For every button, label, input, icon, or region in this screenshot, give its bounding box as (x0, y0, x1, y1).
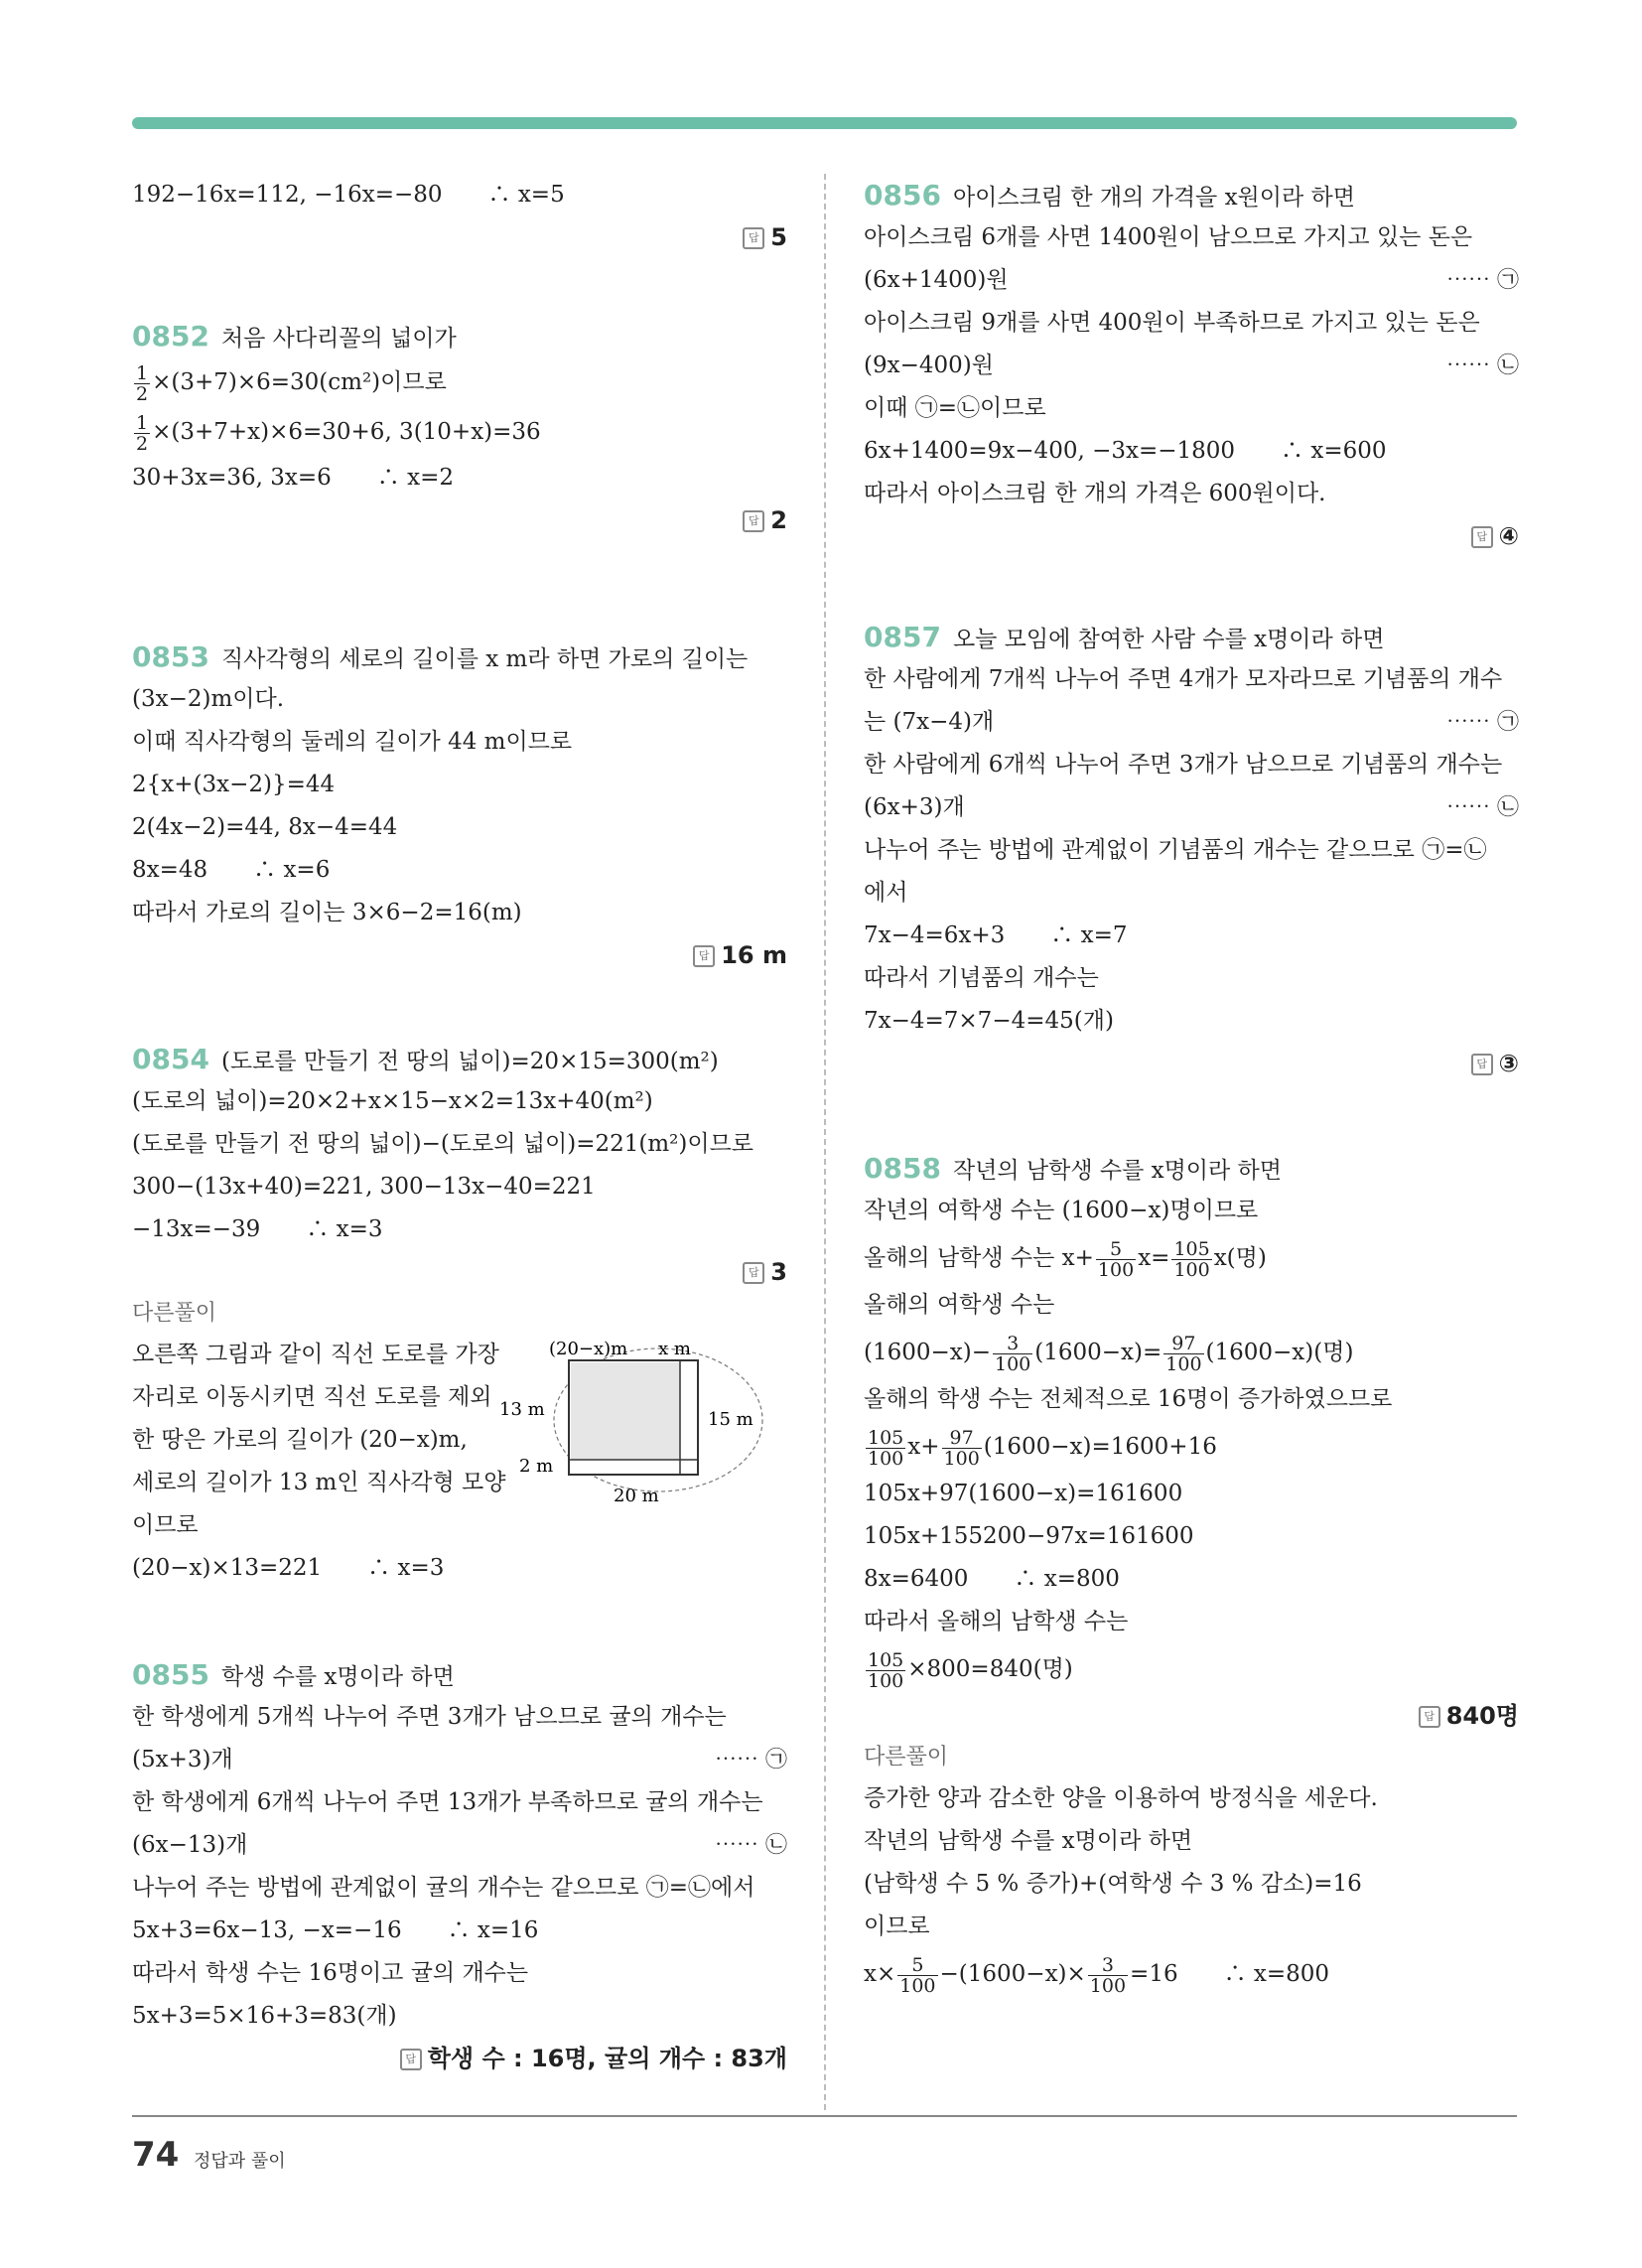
solution-line-fraction: $\frac{105}{100}$ ×800=840(명) (868, 1648, 1073, 1692)
solution-0857 (864, 616, 1519, 1085)
footer-rule (132, 2115, 1517, 2117)
solution-line: 나누어 주는 방법에 관계없이 기념품의 개수는 같으므로 ㉠=㉡ (864, 837, 1487, 863)
solution-line-fraction: (1600−x)− $\frac{3}{100}$ (1600−x)= $\frac{97}{100}$ (1600−x)(명) (864, 1332, 1354, 1375)
solution-line: 5x+3=5×16+3=83(개) (132, 2003, 397, 2029)
problem-intro: 처음 사다리꼴의 넓이가 (220, 326, 457, 352)
problem-number: 0857 (864, 621, 941, 653)
solution-line: 올해의 여학생 수는 (864, 1292, 1055, 1318)
solution-line: 105x+155200−97x=161600 (864, 1523, 1194, 1549)
answer-value: 5 (770, 223, 787, 251)
answer-icon: 답 (1471, 526, 1493, 548)
solution-line: (5x+3)개 (132, 1747, 233, 1772)
solution-line: 7x−4=6x+3 ∴ x=7 (864, 922, 1128, 948)
answer-line: 답 2 (132, 499, 787, 542)
solution-line: 따라서 가로의 길이는 3×6−2=16(m) (132, 900, 522, 925)
alt-solution-line: 오른쪽 그림과 같이 직선 도로를 가장 (132, 1342, 499, 1367)
solution-line: 2(4x−2)=44, 8x−4=44 (132, 814, 398, 840)
solution-0851-tail (132, 174, 787, 259)
alternative-solution-label: 다른풀이 (864, 1745, 949, 1770)
solution-0855 (132, 1653, 787, 2080)
solution-0853 (132, 636, 787, 977)
marker-a: ⋯⋯ ㉠ (1446, 710, 1519, 735)
problem-number: 0852 (132, 320, 209, 353)
solution-0856 (864, 174, 1519, 558)
solution-line: 는 (7x−4)개 (864, 709, 995, 735)
answer-icon: 답 (743, 227, 764, 249)
solution-line: (9x−400)원 (864, 353, 994, 378)
answer-icon: 답 (1471, 1054, 1493, 1075)
column-divider (824, 174, 826, 2110)
solution-line: (6x−13)개 (132, 1832, 248, 1858)
alt-solution-line: (남학생 수 5 % 증가)+(여학생 수 3 % 감소)=16 (864, 1871, 1362, 1897)
solution-line: 2{x+(3x−2)}=44 (132, 772, 336, 797)
marker-b: ⋯⋯ ㉡ (1446, 354, 1519, 378)
answer-line: 답 ③ (864, 1043, 1519, 1085)
solution-line: 올해의 학생 수는 전체적으로 16명이 증가하였으므로 (864, 1386, 1393, 1412)
solution-0858 (864, 1147, 1519, 2000)
alt-solution-line: 증가한 양과 감소한 양을 이용하여 방정식을 세운다. (864, 1785, 1378, 1811)
remaining-land (571, 1362, 680, 1460)
alt-solution-line: (20−x)×13=221 ∴ x=3 (132, 1555, 445, 1581)
solution-line: 7x−4=7×7−4=45(개) (864, 1008, 1114, 1034)
answer-line: 답 16 m (132, 934, 787, 977)
solution-line: 300−(13x+40)=221, 300−13x−40=221 (132, 1174, 596, 1200)
label-right: 15 m (708, 1409, 753, 1430)
road-diagram (499, 1339, 772, 1509)
solution-line: 따라서 아이스크림 한 개의 가격은 600원이다. (864, 481, 1326, 506)
solution-line: 이때 직사각형의 둘레의 길이가 44 m이므로 (132, 729, 573, 755)
answer-icon: 답 (743, 510, 764, 532)
problem-number: 0858 (864, 1152, 941, 1185)
marker-a: ⋯⋯ ㉠ (715, 1748, 787, 1772)
solution-line: −13x=−39 ∴ x=3 (132, 1216, 383, 1242)
answer-line: 답 ④ (864, 515, 1519, 558)
solution-line: 나누어 주는 방법에 관계없이 귤의 개수는 같으므로 ㉠=㉡에서 (132, 1875, 755, 1901)
solution-line: 에서 (864, 880, 908, 906)
problem-intro: 아이스크림 한 개의 가격을 x원이라 하면 (952, 185, 1355, 211)
problem-intro: 오늘 모임에 참여한 사람 수를 x명이라 하면 (952, 627, 1385, 652)
page-number: 74 (132, 2135, 180, 2175)
alternative-solution-label: 다른풀이 (132, 1301, 217, 1326)
answer-icon: 답 (743, 1262, 764, 1284)
answer-line: 답 3 (132, 1251, 787, 1294)
equation-line: ×(3+7+x)×6=30+6, 3(10+x)=36 (152, 419, 541, 445)
problem-number: 0853 (132, 640, 209, 673)
solution-line: 아이스크림 6개를 사면 1400원이 남으므로 가지고 있는 돈은 (864, 224, 1473, 250)
equation-line: 192−16x=112, −16x=−80 ∴ x=5 (132, 182, 565, 208)
solution-line: 6x+1400=9x−400, −3x=−1800 ∴ x=600 (864, 438, 1387, 464)
marker-b: ⋯⋯ ㉡ (1446, 795, 1519, 820)
top-decoration-bar (132, 117, 1517, 129)
problem-intro: 작년의 남학생 수를 x명이라 하면 (952, 1158, 1282, 1184)
solution-line: (3x−2)m이다. (132, 686, 285, 712)
solution-line: 작년의 여학생 수는 (1600−x)명이므로 (864, 1198, 1259, 1223)
solution-0852 (132, 315, 787, 542)
problem-number: 0856 (864, 179, 941, 212)
solution-line: 한 학생에게 5개씩 나누어 주면 3개가 남으므로 귤의 개수는 (132, 1704, 727, 1730)
solution-line: 따라서 기념품의 개수는 (864, 965, 1099, 991)
answer-line (132, 216, 787, 259)
solution-line: (도로의 넓이)=20×2+x×15−x×2=13x+40(m²) (132, 1088, 653, 1114)
answer-line: 답 학생 수 : 16명, 귤의 개수 : 83개 (132, 2038, 787, 2080)
answer-icon: 답 (1419, 1706, 1440, 1728)
answer-icon: 답 (693, 945, 715, 967)
equation-line: ×(3+7)×6=30(cm²)이므로 (152, 369, 447, 395)
marker-b: ⋯⋯ ㉡ (715, 1833, 787, 1858)
marker-a: ⋯⋯ ㉠ (1446, 268, 1519, 293)
equation-line: 30+3x=36, 3x=6 ∴ x=2 (132, 465, 454, 491)
label-left: 13 m (499, 1399, 545, 1420)
solution-line: (도로를 만들기 전 땅의 넓이)−(도로의 넓이)=221(m²)이므로 (132, 1131, 754, 1157)
solution-line: 따라서 학생 수는 16명이고 귤의 개수는 (132, 1960, 529, 1986)
alt-solution-line: 작년의 남학생 수를 x명이라 하면 (864, 1828, 1193, 1854)
alt-solution-line: 세로의 길이가 13 m인 직사각형 모양 (132, 1470, 506, 1495)
solution-line: 아이스크림 9개를 사면 400원이 부족하므로 가지고 있는 돈은 (864, 310, 1480, 336)
label-bottom-left: 2 m (519, 1456, 554, 1477)
solution-line-fraction: $\frac{105}{100}$ x+ $\frac{97}{100}$ (1600−x)=1600+16 (868, 1426, 1217, 1470)
alt-solution-line: 자리로 이동시키면 직선 도로를 제외 (132, 1384, 492, 1410)
solution-line: (6x+3)개 (864, 794, 965, 820)
solution-line: 5x+3=6x−13, −x=−16 ∴ x=16 (132, 1917, 539, 1943)
alt-solution-line: 이므로 (132, 1512, 199, 1538)
page-section-label: 정답과 풀이 (194, 2151, 286, 2172)
problem-intro: 직사각형의 세로의 길이를 x m라 하면 가로의 길이는 (220, 646, 749, 672)
problem-number: 0854 (132, 1043, 209, 1075)
solution-line: 8x=6400 ∴ x=800 (864, 1566, 1120, 1592)
fraction: $\frac{1}{2}$ (136, 411, 149, 455)
alt-solution-line-fraction: x× $\frac{5}{100}$ −(1600−x)× $\frac{3}{100}$ =16 ∴ x=800 (864, 1953, 1330, 1997)
solution-line: (6x+1400)원 (864, 267, 1009, 293)
alt-solution-line: 이므로 (864, 1914, 930, 1939)
problem-intro: 학생 수를 x명이라 하면 (220, 1664, 455, 1690)
solution-line: 이때 ㉠=㉡이므로 (864, 395, 1046, 421)
solution-line: 따라서 올해의 남학생 수는 (864, 1609, 1129, 1634)
alt-solution-line: 한 땅은 가로의 길이가 (20−x)m, (132, 1427, 468, 1453)
solution-line: 한 사람에게 6개씩 나누어 주면 3개가 남으므로 기념품의 개수는 (864, 752, 1503, 778)
fraction: $\frac{1}{2}$ (136, 361, 149, 405)
problem-intro: (도로를 만들기 전 땅의 넓이)=20×15=300(m²) (220, 1049, 719, 1074)
label-bottom: 20 m (614, 1486, 659, 1506)
label-x: x m (658, 1339, 691, 1359)
solution-line: 한 사람에게 7개씩 나누어 주면 4개가 모자라므로 기념품의 개수 (864, 666, 1503, 692)
solution-line: 한 학생에게 6개씩 나누어 주면 13개가 부족하므로 귤의 개수는 (132, 1789, 763, 1815)
solution-line: 8x=48 ∴ x=6 (132, 857, 331, 883)
answer-icon: 답 (400, 2049, 422, 2070)
solution-line: 105x+97(1600−x)=161600 (864, 1481, 1183, 1506)
answer-line: 답 840명 (864, 1695, 1519, 1738)
label-top: (20−x)m (549, 1339, 628, 1359)
solution-line-fraction: 올해의 남학생 수는 x+ $\frac{5}{100}$ x= $\frac{105}{100}$ x(명) (864, 1237, 1267, 1281)
problem-number: 0855 (132, 1658, 209, 1691)
